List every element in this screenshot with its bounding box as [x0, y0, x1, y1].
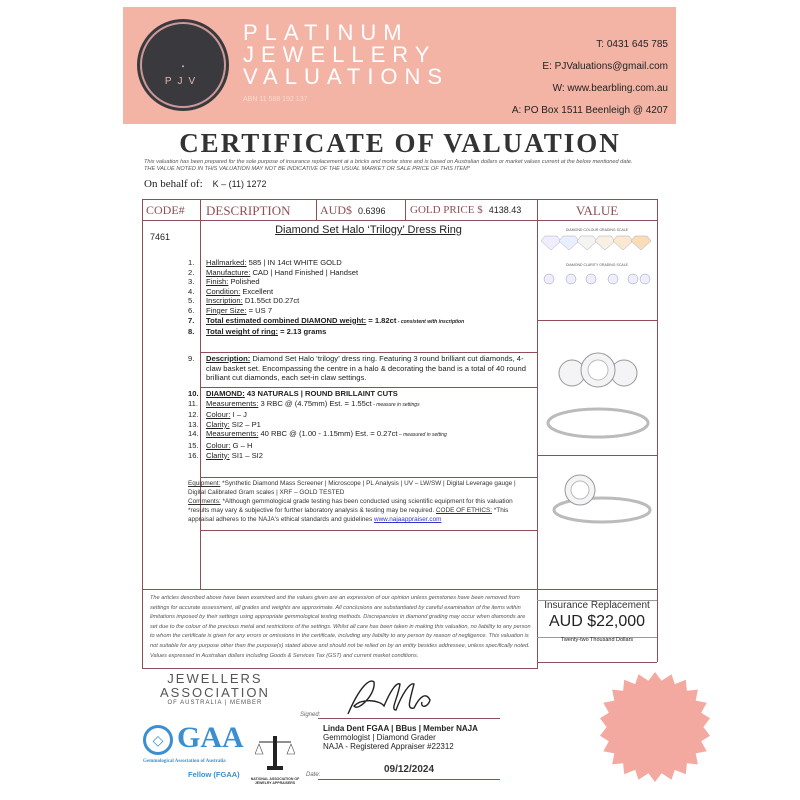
aud-label: AUD$	[320, 203, 352, 217]
item-text	[206, 316, 464, 328]
table-border	[405, 199, 406, 220]
diamond-icon: ◇	[143, 725, 173, 755]
item-number: 13.	[188, 419, 199, 429]
table-border	[142, 668, 538, 669]
list-item	[188, 410, 533, 420]
item-text	[206, 354, 533, 383]
seal-stamp	[600, 672, 710, 782]
header-code: CODE#	[146, 203, 185, 217]
item-value: I – J	[230, 410, 247, 420]
table-border	[142, 589, 658, 590]
item-description	[188, 354, 533, 383]
item-number: 11.	[188, 398, 198, 408]
email: E: PJValuations@gmail.com	[542, 61, 668, 72]
item-number: 9.	[188, 354, 195, 363]
naja-link[interactable]: www.najaappraiser.com	[373, 516, 442, 523]
item-text	[206, 410, 247, 420]
item-value: Polished	[228, 277, 260, 287]
ja-line: OF AUSTRALIA | MEMBER	[167, 700, 263, 706]
item-number: 5.	[188, 296, 195, 306]
ring-photo-front-icon	[540, 328, 654, 448]
header-value: VALUE	[575, 203, 619, 218]
diamond-details-list	[188, 389, 533, 460]
table-border	[200, 530, 537, 531]
signature	[340, 676, 440, 720]
item-text	[206, 258, 342, 268]
list-item	[188, 429, 533, 441]
equipment-text: *Synthetic Diamond Mass Screener | Microscope | PL Analysis | UV – LW/SW | Digital Leverage gauge | Digital Calibrated Gram scales | XRF – GOLD TESTED	[188, 480, 516, 496]
item-number: 15.	[188, 440, 199, 450]
list-item	[188, 420, 533, 430]
item-key: Clarity:	[206, 450, 230, 460]
insurance-amount-words: Twenty-two Thousand Dollars	[560, 637, 634, 643]
list-item	[188, 316, 533, 328]
brand-name	[243, 22, 449, 88]
appraiser-info	[323, 724, 478, 751]
table-border	[537, 455, 657, 456]
item-value: 40 RBC @ (1.00 - 1.15mm) Est. = 0.27ct	[258, 429, 398, 439]
insurance-value	[537, 600, 657, 643]
item-number: 14.	[188, 429, 199, 439]
intro-disclaimer	[144, 159, 659, 173]
ja-line: JEWELLERS	[167, 671, 263, 686]
item-key: Finish:	[206, 277, 229, 287]
header-description: DESCRIPTION	[206, 203, 291, 218]
table-border	[142, 199, 658, 200]
list-item	[188, 296, 533, 306]
legal-disclaimer: The articles described above have been examined and the values given are an expression of our opinion unless gemstones have been removed from settings for accurate assessment, all grades and weights are approximate. All conclusions are substantiated by careful examination of the items within limitations imposed by their settings using appropriate gemmological testing methods. Discrepancies in diamond grading may occur when diamonds are set due to the colour of the precious metal and restrictions of the settings. Whilst all care has been taken in making this valuation, no liability to any person to whom the certificate is given for any errors or omissions in the certificate, including any liability to any person by reason of negligence. This valuation is not suitable for any purpose other than the purpose(s) stated above and should not be relied on by an entity besides addressee, unless specifically noted. Values expressed in Australian dollars including Goods & Services Tax (GST) and current market conditions.	[150, 595, 531, 659]
item-value: = US 7	[246, 305, 273, 315]
equipment-label: Equipment:	[188, 480, 221, 487]
list-item	[188, 389, 533, 399]
list-item	[188, 441, 533, 451]
item-value: CAD | Hand Finished | Handset	[250, 267, 359, 277]
jewellers-association-logo	[160, 672, 270, 706]
item-value: Excellent	[240, 286, 274, 296]
item-number: 6.	[188, 305, 195, 315]
item-value: 43 NATURALS | ROUND BRILLAINT CUTS	[244, 389, 398, 398]
item-value: D1.55ct D0.27ct	[242, 296, 300, 306]
abn: ABN 11 588 192 137	[243, 96, 308, 103]
list-item	[188, 354, 533, 383]
ethics-label: CODE OF ETHICS:	[435, 507, 493, 514]
item-value: = 2.13 grams	[278, 327, 327, 337]
item-text	[206, 296, 299, 306]
item-number: 3.	[188, 277, 195, 287]
date-line	[318, 779, 500, 780]
item-text	[206, 277, 260, 287]
contact-info	[512, 34, 668, 122]
pjv-logo: ◆ PJV	[140, 22, 226, 108]
clarity-scale-diamonds-icon	[541, 267, 653, 293]
item-number: 8.	[188, 327, 195, 337]
item-text	[206, 441, 252, 451]
item-number: 1.	[188, 258, 195, 267]
comments-label: Comments:	[188, 498, 221, 505]
signature-line	[318, 718, 500, 719]
item-value: 3 RBC @ (4.75mm) Est. = 1.55ct	[258, 398, 372, 408]
brand-line: VALUATIONS	[243, 64, 450, 89]
grading-scales	[541, 228, 653, 294]
list-item	[188, 327, 533, 337]
item-text	[206, 389, 398, 399]
table-border	[537, 320, 657, 321]
insurance-amount: AUD $22,000	[548, 613, 646, 630]
item-text	[206, 451, 263, 461]
item-number: 12.	[188, 410, 199, 420]
item-key: DIAMOND:	[206, 389, 245, 398]
item-text	[206, 306, 272, 316]
gaa-full-name: Gemmological Association of Australia	[143, 759, 226, 764]
item-value: 585 | IN 14ct WHITE GOLD	[246, 258, 342, 267]
item-key: Manufacture:	[206, 267, 251, 277]
address: A: PO Box 1511 Beenleigh @ 4207	[511, 105, 668, 116]
gold-price: 4138.43	[488, 205, 522, 215]
item-key: Description:	[206, 354, 251, 363]
item-text	[206, 268, 358, 278]
client-ref: K – (11) 1272	[212, 179, 267, 189]
valuation-date: 09/12/2024	[383, 764, 435, 775]
item-value: G – H	[230, 440, 253, 450]
list-item	[188, 399, 533, 411]
date-label: Date:	[306, 772, 321, 778]
signed-label: Signed:	[300, 712, 321, 718]
appraiser-role: Gemmologist | Diamond Grader	[323, 733, 436, 742]
disclaimer-line: THE VALUE NOTED IN THIS VALUATION MAY NOT BE INDICATIVE OF THE USUAL MARKET OR SALE PRICE OF THIS ITEM*	[144, 166, 470, 172]
item-text	[206, 327, 326, 337]
list-item	[188, 277, 533, 287]
table-border	[316, 199, 317, 220]
ring-photo-side-icon	[540, 462, 654, 542]
item-code: 7461	[150, 232, 171, 242]
naja-text: NATIONAL ASSOCIATION OF JEWELRY APPRAISERS	[250, 777, 300, 785]
table-border	[537, 199, 538, 669]
item-text	[206, 420, 261, 430]
naja-logo	[245, 732, 305, 785]
list-item	[188, 287, 533, 297]
item-key: Hallmarked:	[206, 258, 247, 267]
phone: T: 0431 645 785	[596, 39, 668, 50]
aud-rate: 0.6396	[358, 206, 386, 216]
scales-of-justice-icon	[255, 732, 295, 772]
list-item	[188, 306, 533, 316]
gaa-text: GAA	[177, 721, 244, 754]
gold-label: GOLD PRICE $	[410, 204, 483, 216]
table-border	[200, 387, 537, 388]
item-value: SI2 – P1	[229, 419, 261, 429]
ethics-text: *This appraisal adheres to the NAJA's ethical standards and guidelines	[188, 507, 509, 523]
item-details-list	[188, 258, 533, 337]
disclaimer-line: This valuation has been prepared for the sole purpose of insurance replacement at a bricks and mortar store and is based on Australian dollars or market values current at the below mentioned date.	[144, 159, 633, 165]
list-item	[188, 451, 533, 461]
header-gold-price	[410, 201, 521, 220]
item-number: 2.	[188, 267, 195, 277]
brand-line: JEWELLERY	[243, 42, 437, 67]
comments-text: *Although gemmological grade testing has been conducted using scientific equipment for this valuation *results may vary & subjective for further laboratory analysis & testing may be required.	[188, 498, 513, 514]
item-text	[206, 287, 273, 297]
header-aud	[320, 201, 386, 220]
equipment-comments	[188, 479, 533, 524]
table-border	[657, 199, 658, 662]
item-key: Total estimated combined DIAMOND weight:	[206, 315, 367, 325]
item-note: - measure in settings	[371, 401, 420, 408]
gaa-fellow: Fellow (FGAA)	[188, 770, 240, 779]
item-key: Measurements:	[206, 398, 259, 408]
item-value: SI1 – SI2	[229, 450, 263, 460]
appraiser-name: Linda Dent FGAA | BBus | Member NAJA	[323, 724, 478, 733]
item-key: Condition:	[206, 286, 241, 296]
item-value: Diamond Set Halo ‘trilogy’ dress ring. Featuring 3 round brilliant cut diamonds, 4-claw basket set. Encompassing the centre in a halo & decorating the band is a total of 40 round brilliant cut diamonds, each set-in claw settings.	[206, 354, 526, 383]
item-number: 4.	[188, 286, 195, 296]
item-key: Finger Size:	[206, 305, 247, 315]
table-border	[200, 477, 537, 478]
item-key: Measurements:	[206, 429, 259, 439]
item-key: Clarity:	[206, 419, 230, 429]
colour-scale-diamonds-icon	[541, 232, 653, 262]
colour-scale-title: DIAMOND COLOUR GRADING SCALE	[565, 228, 629, 232]
item-title: Diamond Set Halo ‘Trilogy’ Dress Ring	[275, 224, 462, 236]
table-border	[200, 352, 537, 353]
on-behalf-of	[144, 178, 267, 190]
item-note: – measured in setting	[397, 432, 447, 439]
item-key: Inscription:	[206, 296, 243, 306]
table-border	[537, 662, 657, 663]
item-number: 16.	[188, 450, 199, 460]
table-border	[142, 199, 143, 669]
certificate-title: CERTIFICATE OF VALUATION	[179, 128, 621, 158]
item-value: = 1.82ct	[366, 315, 397, 325]
item-key: Colour:	[206, 410, 231, 420]
list-item	[188, 268, 533, 278]
item-number: 7.	[188, 315, 195, 325]
table-border	[142, 220, 658, 221]
clarity-scale-title: DIAMOND CLARITY GRADING SCALE	[566, 263, 628, 267]
on-behalf-label: On behalf of:	[144, 178, 203, 190]
insurance-label: Insurance Replacement	[544, 600, 650, 611]
item-text	[206, 429, 447, 441]
item-key: Colour:	[206, 440, 231, 450]
ja-line: ASSOCIATION	[160, 685, 270, 700]
brand-line: PLATINUM	[243, 20, 409, 45]
item-key: Total weight of ring:	[206, 327, 278, 337]
item-note: - consistent with inscription	[396, 318, 465, 325]
item-text	[206, 399, 420, 411]
appraiser-registration: NAJA - Registered Appraiser #22312	[323, 742, 454, 751]
website: W: www.bearbling.com.au	[552, 83, 668, 94]
item-number: 10.	[188, 389, 199, 398]
list-item	[188, 258, 533, 268]
